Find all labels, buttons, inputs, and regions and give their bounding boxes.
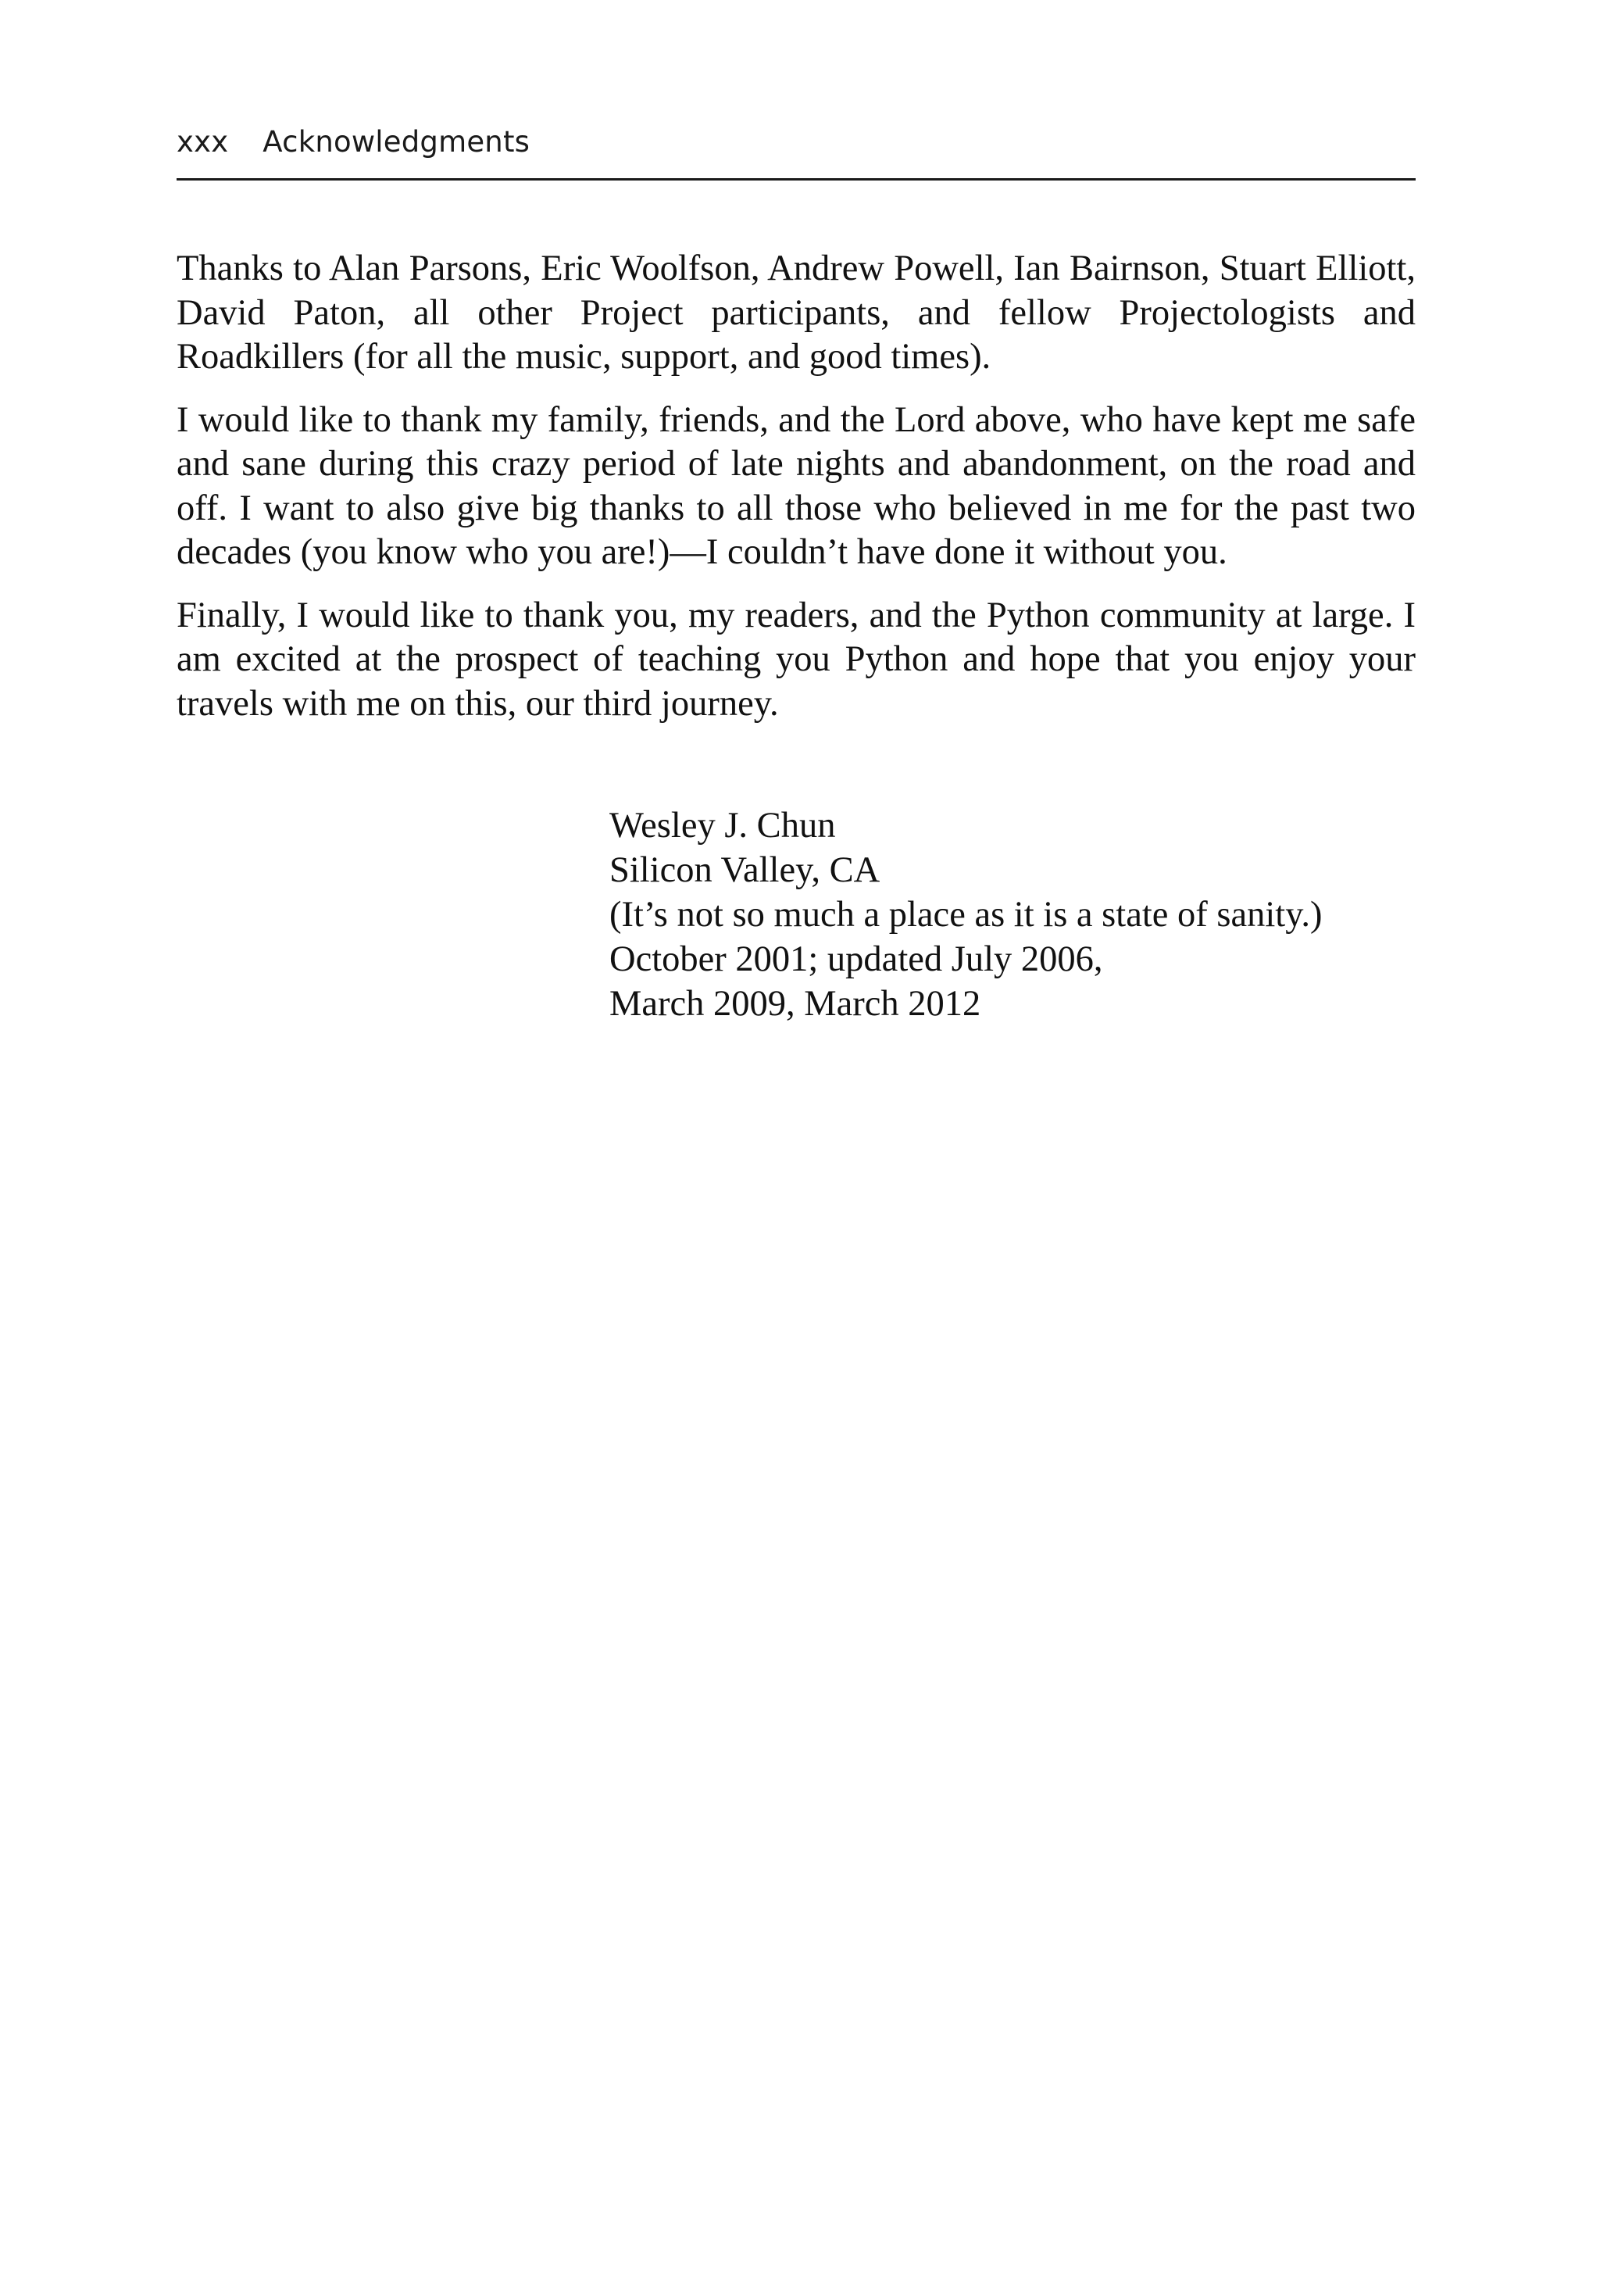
running-head	[177, 125, 530, 159]
page-number: xxx	[177, 125, 229, 159]
paragraph-thanks-readers: Finally, I would like to thank you, my readers, and the Python community at large. I am excited at the prospect of teaching you Python and hope that you enjoy your travels with me on this, our third journey.	[177, 595, 1416, 724]
paragraph-thanks-family: I would like to thank my family, friends, and the Lord above, who have kept me safe and sane during this crazy period of late nights and abandonment, on the road and off. I want to also give big thanks to all those who believed in me for the past two decades (you know who you are!)—I couldn’t have done it without you.	[177, 399, 1416, 572]
section-title: Acknowledgments	[262, 125, 530, 159]
author-name: Wesley J. Chun	[609, 806, 836, 846]
location-aside: (It’s not so much a place as it is a state of sanity.)	[609, 895, 1323, 935]
signature-block	[609, 803, 1323, 1026]
acknowledgments-body	[177, 247, 1416, 745]
author-location: Silicon Valley, CA	[609, 850, 880, 890]
dates-line-1: October 2001; updated July 2006,	[609, 939, 1103, 979]
paragraph-thanks-project: Thanks to Alan Parsons, Eric Woolfson, Andrew Powell, Ian Bairnson, Stuart Elliott, David Paton, all other Project participants, and fellow Projectologists and Roadkillers (for all the music, support, and good times).	[177, 249, 1416, 377]
dates-line-2: March 2009, March 2012	[609, 984, 981, 1024]
header-rule	[177, 178, 1416, 181]
